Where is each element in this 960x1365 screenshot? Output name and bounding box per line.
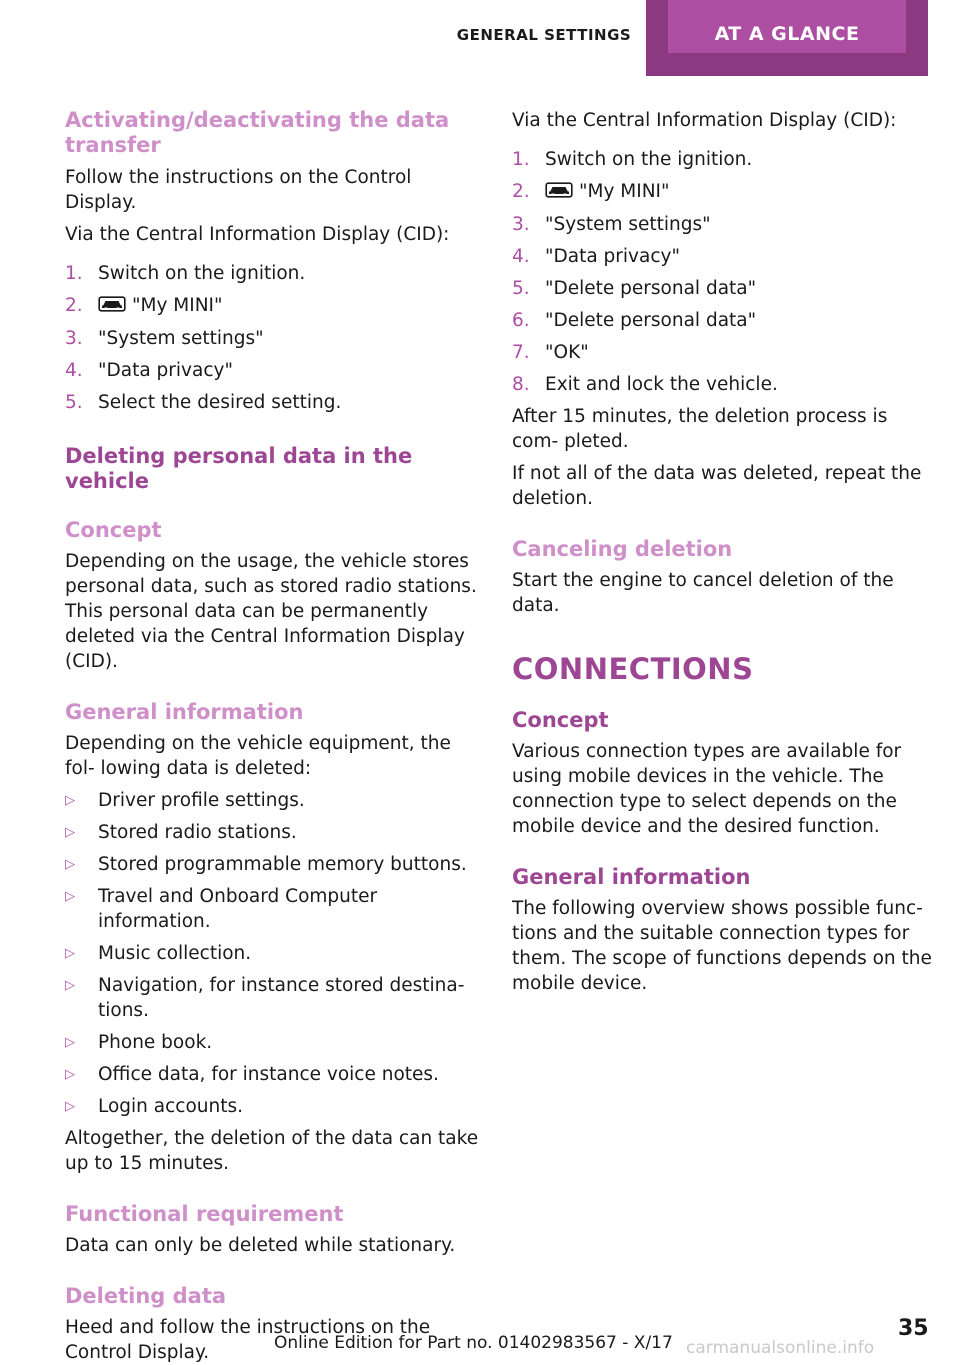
list-item: ▷ Travel and Onboard Computer information. <box>65 885 378 932</box>
deleting-data-text: Heed and follow the instructions on the Control Display. <box>65 1316 431 1363</box>
header-tab <box>646 0 928 76</box>
list-item: ▷ Music collection. <box>65 942 252 964</box>
bullet-icon: ▷ <box>65 977 75 993</box>
connections-general-text: The following overview shows possible func‐ tions and the suitable connection types for them. The scope of functions depends on the mobile device. <box>512 897 932 994</box>
list-item: 6. "Delete personal data" <box>512 309 757 331</box>
header-tab-label: AT A GLANCE <box>668 0 906 53</box>
concept-title: Concept <box>65 517 162 542</box>
deleting-personal-data-title: Deleting personal data in the vehicle <box>65 443 413 493</box>
list-item: 8. Exit and lock the vehicle. <box>512 373 778 395</box>
general-info-title: General information <box>65 699 304 724</box>
list-item: ▷ Office data, for instance voice notes. <box>65 1063 439 1085</box>
list-item: 1. Switch on the ignition. <box>65 263 306 284</box>
deletion-duration-text: Altogether, the deletion of the data can take up to 15 minutes. <box>65 1127 479 1174</box>
footer-edition: Online Edition for Part no. 01402983567 - X/17 <box>274 1333 673 1353</box>
list-item: ▷ Driver profile settings. <box>65 789 305 811</box>
list-item: 1. Switch on the ignition. <box>512 149 753 170</box>
list-item: ▷ Stored radio stations. <box>65 821 297 843</box>
connections-title: CONNECTIONS <box>512 651 754 686</box>
connections-concept-text: Various connection types are available for using mobile devices in the vehicle. The connection type to select depends on the mobile device and the desired function. <box>512 740 902 837</box>
list-item: 5. "Delete personal data" <box>512 277 757 299</box>
list-item: 2. "My MINI" <box>512 179 932 205</box>
connections-general-title: General information <box>512 864 751 889</box>
list-item: 7. "OK" <box>512 341 589 363</box>
list-item: 4. "Data privacy" <box>65 359 233 381</box>
bullet-icon: ▷ <box>65 792 75 808</box>
car-icon <box>98 294 126 319</box>
bullet-icon: ▷ <box>65 1034 75 1050</box>
list-item: 2. "My MINI" <box>65 293 485 319</box>
functional-requirement-title: Functional requirement <box>65 1201 344 1226</box>
list-item: 4. "Data privacy" <box>512 245 680 267</box>
bullet-icon: ▷ <box>65 1098 75 1114</box>
connections-concept-title: Concept <box>512 707 609 732</box>
bullet-icon: ▷ <box>65 856 75 872</box>
bullet-icon: ▷ <box>65 1066 75 1082</box>
list-item: ▷ Navigation, for instance stored destina‐ tions. <box>65 974 465 1021</box>
bullet-icon: ▷ <box>65 945 75 961</box>
repeat-deletion-text: If not all of the data was deleted, repeat the deletion. <box>512 462 922 509</box>
left-column <box>65 108 485 1365</box>
deleting-data-title: Deleting data <box>65 1283 227 1308</box>
canceling-deletion-text: Start the engine to cancel deletion of the data. <box>512 569 894 616</box>
after-15-minutes-text: After 15 minutes, the deletion process is com‐ pleted. <box>512 405 888 452</box>
general-info-text: Depending on the vehicle equipment, the fol‐ lowing data is deleted: <box>65 732 451 779</box>
bullet-icon: ▷ <box>65 888 75 904</box>
activating-steps <box>65 261 485 415</box>
functional-requirement-text: Data can only be deleted while stationary. <box>65 1234 456 1256</box>
car-icon <box>545 180 573 205</box>
list-item: ▷ Stored programmable memory buttons. <box>65 853 467 875</box>
activating-p1: Follow the instructions on the Control Display. <box>65 167 412 213</box>
list-item: 3. "System settings" <box>512 213 711 235</box>
list-item: ▷ Login accounts. <box>65 1095 244 1117</box>
bullet-icon: ▷ <box>65 824 75 840</box>
deletion-steps <box>512 147 932 397</box>
canceling-deletion-title: Canceling deletion <box>512 536 733 561</box>
page-number: 35 <box>898 1316 929 1341</box>
watermark: carmanualsonline.info <box>686 1338 875 1358</box>
activating-title: Activating/deactivating the data transfer <box>65 108 450 157</box>
right-column <box>512 108 932 996</box>
list-item: 5. Select the desired setting. <box>65 391 342 413</box>
list-item: 3. "System settings" <box>65 327 264 349</box>
concept-text: Depending on the usage, the vehicle stores personal data, such as stored radio stations. This personal data can be permanently deleted via the Central Information Display (CID). <box>65 550 477 672</box>
activating-p2: Via the Central Information Display (CID): <box>65 224 450 245</box>
list-item: ▷ Phone book. <box>65 1031 213 1053</box>
deleted-data-list <box>65 788 485 1119</box>
header-section-title: GENERAL SETTINGS <box>456 26 632 44</box>
right-intro: Via the Central Information Display (CID): <box>512 110 897 131</box>
